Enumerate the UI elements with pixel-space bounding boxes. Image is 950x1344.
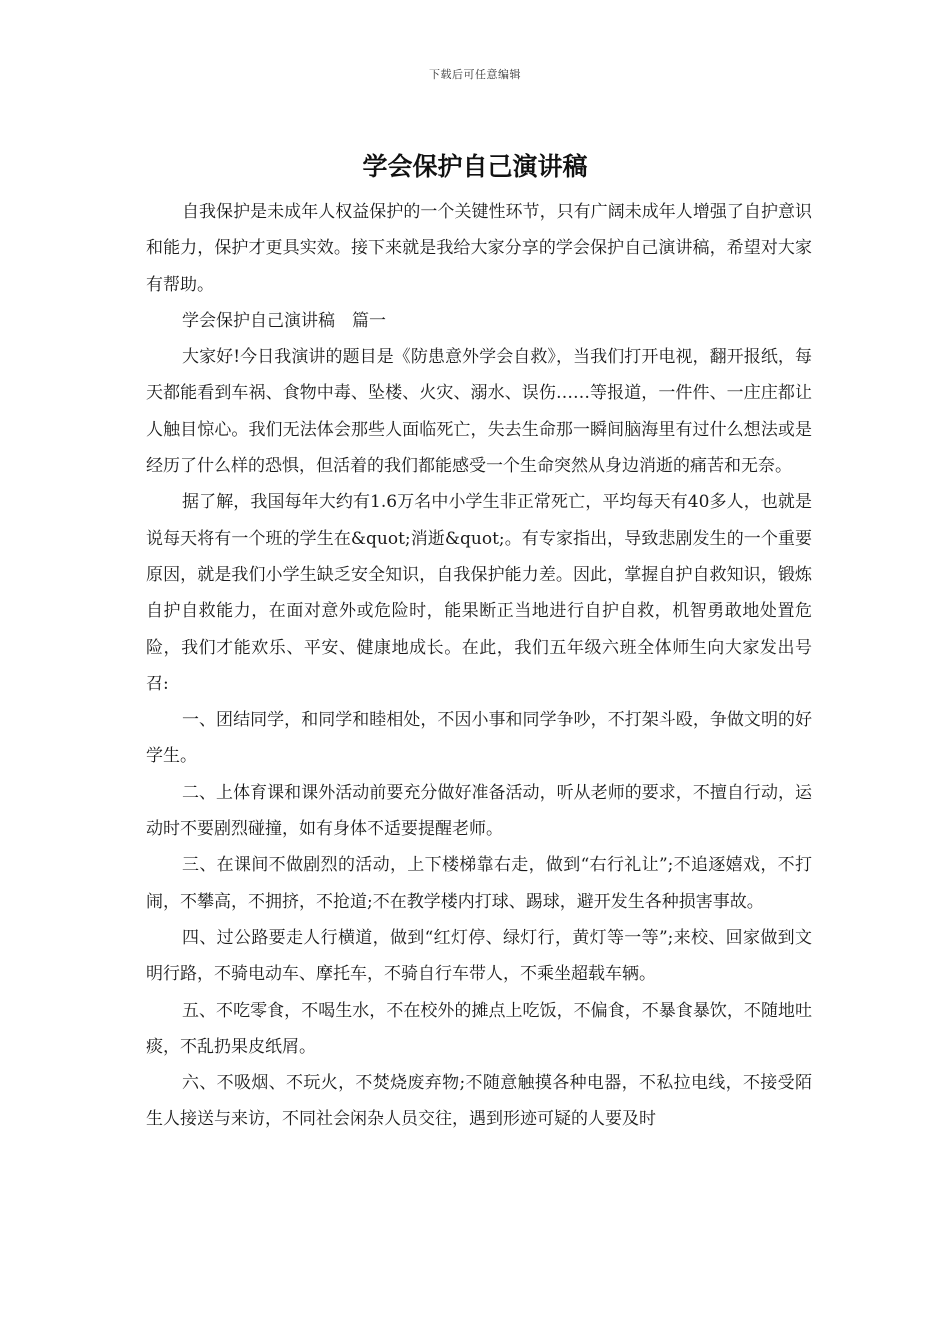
- document-body: [146, 194, 812, 1138]
- list-item-5: 五、不吃零食，不喝生水，不在校外的摊点上吃饭，不偏食，不暴食暴饮，不随地吐痰，不乱扔果皮纸屑。: [146, 1000, 812, 1057]
- list-item-1: 一、团结同学，和同学和睦相处，不因小事和同学争吵，不打架斗殴，争做文明的好学生。: [146, 710, 812, 767]
- document-title: 学会保护自己演讲稿: [362, 152, 588, 181]
- page-header-note: 下载后可任意编辑: [429, 68, 521, 81]
- section-heading: 学会保护自己演讲稿 篇一: [182, 310, 386, 331]
- list-item-2: 二、上体育课和课外活动前要充分做好准备活动，听从老师的要求，不擅自行动，运动时不要剧烈碰撞，如有身体不适要提醒老师。: [146, 782, 812, 840]
- list-item-4: 四、过公路要走人行横道，做到“红灯停、绿灯行，黄灯等一等”;来校、回家做到文明行路，不骑电动车、摩托车，不骑自行车带人，不乘坐超载车辆。: [146, 927, 812, 985]
- paragraph-opening: 大家好!今日我演讲的题目是《防患意外学会自救》，当我们打开电视，翻开报纸，每天都能看到车祸、食物中毒、坠楼、火灾、溺水、误伤……等报道，一件件、一庄庄都让人触目惊心。我们无法体会那些人面临死亡，失去生命那一瞬间脑海里有过什么想法或是经历了什么样的恐惧，但活着的我们都能感受一个生命突然从身边消逝的痛苦和无奈。: [146, 347, 812, 477]
- list-item-3: 三、在课间不做剧烈的活动，上下楼梯靠右走，做到“右行礼让”;不追逐嬉戏，不打闹，不攀高，不拥挤，不抢道;不在教学楼内打球、踢球，避开发生各种损害事故。: [146, 855, 812, 912]
- paragraph-intro: 自我保护是未成年人权益保护的一个关键性环节，只有广阔未成年人增强了自护意识和能力，保护才更具实效。接下来就是我给大家分享的学会保护自己演讲稿，希望对大家有帮助。: [146, 202, 812, 295]
- list-item-6: 六、不吸烟、不玩火，不焚烧废弃物;不随意触摸各种电器，不私拉电线，不接受陌生人接送与来访，不同社会闲杂人员交往，遇到形迹可疑的人要及时: [146, 1073, 812, 1130]
- paragraph-statistics: 据了解，我国每年大约有1.6万名中小学生非正常死亡，平均每天有40多人，也就是说每天将有一个班的学生在&quot;消逝&quot;。有专家指出，导致悲剧发生的一个重要原因，就是我们小学生缺乏安全知识，自我保护能力差。因此，掌握自护自救知识，锻炼自护自救能力，在面对意外或危险时，能果断正当地进行自护自救，机智勇敢地处置危险，我们才能欢乐、平安、健康地成长。在此，我们五年级六班全体师生向大家发出号召:: [146, 492, 812, 694]
